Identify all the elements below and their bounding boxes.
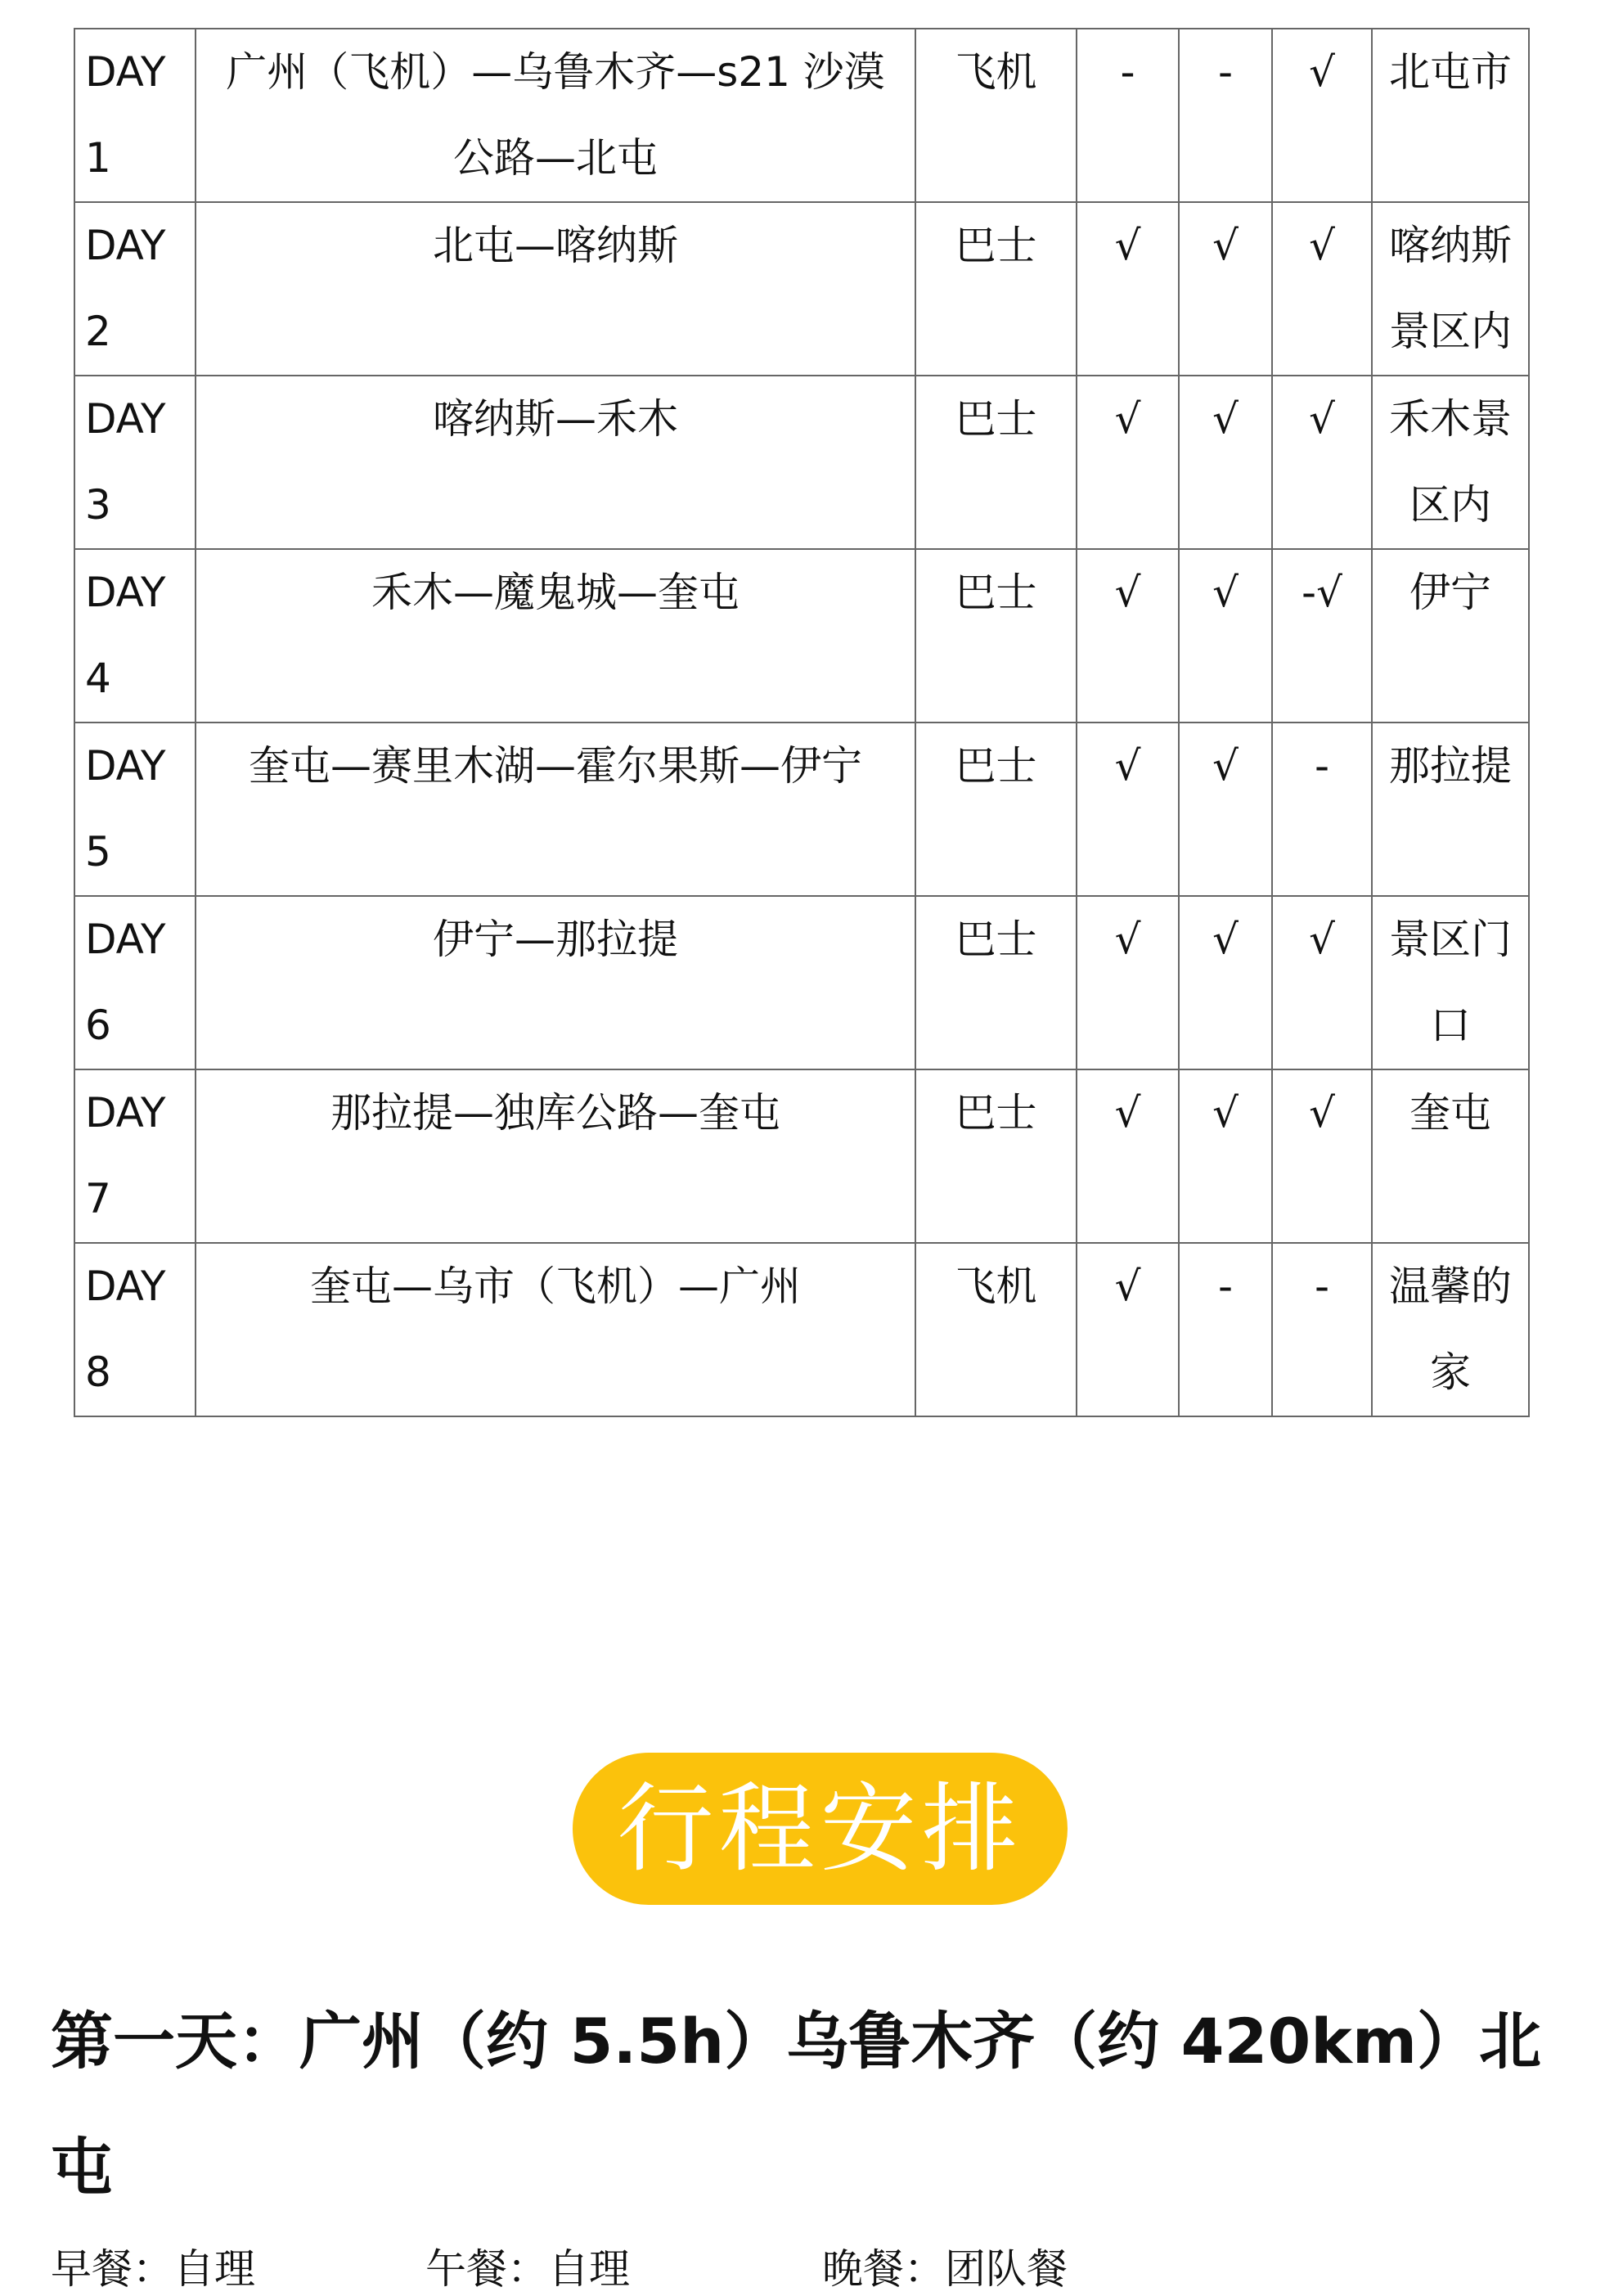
lunch-cell: √ xyxy=(1179,549,1272,723)
itinerary-row xyxy=(74,202,1529,376)
breakfast-cell: √ xyxy=(1077,896,1179,1069)
lunch-cell: √ xyxy=(1179,1069,1272,1243)
stay-cell: 喀纳斯景区内 xyxy=(1372,202,1529,376)
transport-cell: 巴士 xyxy=(915,202,1077,376)
stay-cell: 那拉提 xyxy=(1372,723,1529,896)
breakfast-cell: √ xyxy=(1077,1069,1179,1243)
breakfast-cell: √ xyxy=(1077,202,1179,376)
breakfast-cell: √ xyxy=(1077,549,1179,723)
day-cell: DAY1 xyxy=(74,29,196,202)
dinner-cell: √ xyxy=(1272,376,1372,549)
route-cell: 北屯—喀纳斯 xyxy=(196,202,915,376)
dinner-cell: - xyxy=(1272,1243,1372,1416)
route-cell: 奎屯—乌市（飞机）—广州 xyxy=(196,1243,915,1416)
itinerary-row xyxy=(74,896,1529,1069)
lunch-cell: √ xyxy=(1179,202,1272,376)
breakfast-cell: - xyxy=(1077,29,1179,202)
meal-value: 自理 xyxy=(173,2245,255,2293)
lunch-cell: √ xyxy=(1179,723,1272,896)
lunch-cell: √ xyxy=(1179,896,1272,1069)
route-cell: 伊宁—那拉提 xyxy=(196,896,915,1069)
itinerary-row xyxy=(74,1243,1529,1416)
meal-label: 午餐： xyxy=(425,2245,548,2293)
stay-cell: 伊宁 xyxy=(1372,549,1529,723)
transport-cell: 巴士 xyxy=(915,896,1077,1069)
meal-label: 晚餐： xyxy=(822,2245,945,2293)
meal-label: 早餐： xyxy=(51,2245,173,2293)
transport-cell: 巴士 xyxy=(915,376,1077,549)
stay-cell: 北屯市 xyxy=(1372,29,1529,202)
day-cell: DAY8 xyxy=(74,1243,196,1416)
transport-cell: 巴士 xyxy=(915,1069,1077,1243)
meal-value: 自理 xyxy=(548,2245,630,2293)
meal-breakfast xyxy=(51,2242,255,2296)
transport-cell: 飞机 xyxy=(915,1243,1077,1416)
dinner-cell: √ xyxy=(1272,202,1372,376)
itinerary-row xyxy=(74,29,1529,202)
stay-cell: 奎屯 xyxy=(1372,1069,1529,1243)
lunch-cell: - xyxy=(1179,1243,1272,1416)
day-heading: 第一天：广州（约 5.5h）乌鲁木齐（约 420km）北屯 xyxy=(51,2005,1542,2204)
day-cell: DAY4 xyxy=(74,549,196,723)
breakfast-cell: √ xyxy=(1077,1243,1179,1416)
day-cell: DAY5 xyxy=(74,723,196,896)
stay-cell: 温馨的家 xyxy=(1372,1243,1529,1416)
route-cell: 那拉提—独库公路—奎屯 xyxy=(196,1069,915,1243)
dinner-cell: √ xyxy=(1272,1069,1372,1243)
itinerary-table xyxy=(74,28,1530,1417)
dinner-cell: √ xyxy=(1272,896,1372,1069)
transport-cell: 巴士 xyxy=(915,549,1077,723)
route-cell: 喀纳斯—禾木 xyxy=(196,376,915,549)
transport-cell: 巴士 xyxy=(915,723,1077,896)
route-cell: 广州（飞机）—乌鲁木齐—s21 沙漠公路—北屯 xyxy=(196,29,915,202)
route-cell: 禾木—魔鬼城—奎屯 xyxy=(196,549,915,723)
day-cell: DAY6 xyxy=(74,896,196,1069)
transport-cell: 飞机 xyxy=(915,29,1077,202)
dinner-cell: - xyxy=(1272,723,1372,896)
breakfast-cell: √ xyxy=(1077,723,1179,896)
stay-cell: 景区门口 xyxy=(1372,896,1529,1069)
lunch-cell: - xyxy=(1179,29,1272,202)
route-cell: 奎屯—赛里木湖—霍尔果斯—伊宁 xyxy=(196,723,915,896)
meals-line xyxy=(51,2242,1589,2296)
itinerary-row xyxy=(74,549,1529,723)
section-title: 行程安排 xyxy=(617,1772,1023,1885)
day-cell: DAY3 xyxy=(74,376,196,549)
breakfast-cell: √ xyxy=(1077,376,1179,549)
day-cell: DAY7 xyxy=(74,1069,196,1243)
day-cell: DAY2 xyxy=(74,202,196,376)
dinner-cell: -√ xyxy=(1272,549,1372,723)
itinerary-row xyxy=(74,376,1529,549)
section-title-badge xyxy=(573,1753,1068,1905)
itinerary-row xyxy=(74,1069,1529,1243)
meal-lunch xyxy=(425,2242,630,2296)
meal-value: 团队餐 xyxy=(945,2245,1068,2293)
dinner-cell: √ xyxy=(1272,29,1372,202)
meal-dinner xyxy=(822,2242,1068,2296)
lunch-cell: √ xyxy=(1179,376,1272,549)
itinerary-row xyxy=(74,723,1529,896)
stay-cell: 禾木景区内 xyxy=(1372,376,1529,549)
